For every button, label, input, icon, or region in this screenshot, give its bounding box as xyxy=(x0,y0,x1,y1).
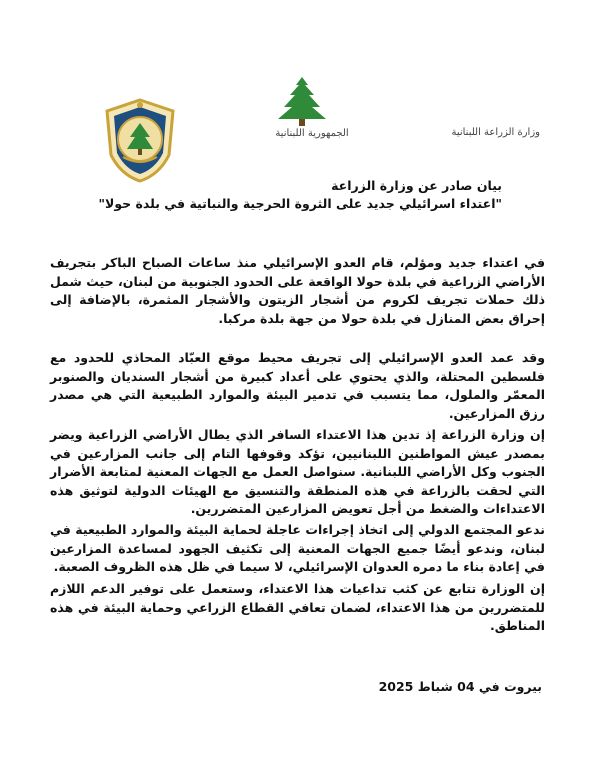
cedar-emblem-icon xyxy=(272,75,332,127)
paragraph: إن وزارة الزراعة إذ تدين هذا الاعتداء السافر الذي يطال الأراضي الزراعية ويضر بمصدر عيش المواطنين اللبنانيين، تؤكد وقوفها التام إلى جانب المزارعين في الجنوب وكل الأراضي اللبنانية. سنواصل العمل مع الجهات المعنية لمتابعة الأضرار التي لحقت بالزراعة في هذه المنطقة والتنسيق مع الهيئات الدولية لتوثيق هذه الاعتداءات والضغط من أجل تعويض المزارعين المتضررين. xyxy=(50,427,545,517)
statement-title: "اعتداء اسرائيلي جديد على الثروة الحرجية والنباتية في بلدة حولا" xyxy=(98,196,502,211)
paragraph: إن الوزارة تتابع عن كثب تداعيات هذا الاعتداء، وستعمل على توفير الدعم اللازم للمتضررين من هذا الاعتداء، لضمان تعافي القطاع الزراعي وحماية البيئة في هذه المناطق. xyxy=(50,581,545,634)
dateline: بيروت في 04 شباط 2025 xyxy=(378,679,542,694)
paragraph: في اعتداء جديد ومؤلم، قام العدو الإسرائيلي منذ ساعات الصباح الباكر بتجريف الأراضي الزراعية في بلدة حولا الواقعة على الحدود الجنوبية من لبنان، حيث شمل ذلك حملات تجريف لكروم من أشجار الزيتون والأشجار المثمرة، بالإضافة إلى إحراق بعض المنازل في بلدة حولا من جهة بلدة مركبا. xyxy=(50,255,545,326)
statement-issuer: بيان صادر عن وزارة الزراعة xyxy=(331,178,502,193)
ministry-name: وزارة الزراعة اللبنانية xyxy=(451,127,540,138)
republic-name: الجمهورية اللبنانية xyxy=(275,128,349,139)
paragraph: وقد عمد العدو الإسرائيلي إلى تجريف محيط موقع العبّاد المحاذي للحدود مع فلسطين المحتلة، والذي يحتوي على أعداد كبيرة من أشجار السنديان والصنوبر المعمّر والملول، مما يتسبب في تدمير البيئة والموارد الطبيعية التي هي مصدر رزق المزارعين. xyxy=(50,350,545,421)
statement-header xyxy=(98,177,502,213)
paragraph: ندعو المجتمع الدولي إلى اتخاذ إجراءات عاجلة لحماية البيئة والموارد الطبيعية في لبنان، وندعو أيضًا جميع الجهات المعنية إلى تكثيف الجهود لمساعدة المزارعين في إعادة بناء ما دمره العدوان الإسرائيلي، لا سيما في ظل هذه الظروف الصعبة. xyxy=(50,522,545,575)
agriculture-police-badge-icon xyxy=(103,97,177,183)
